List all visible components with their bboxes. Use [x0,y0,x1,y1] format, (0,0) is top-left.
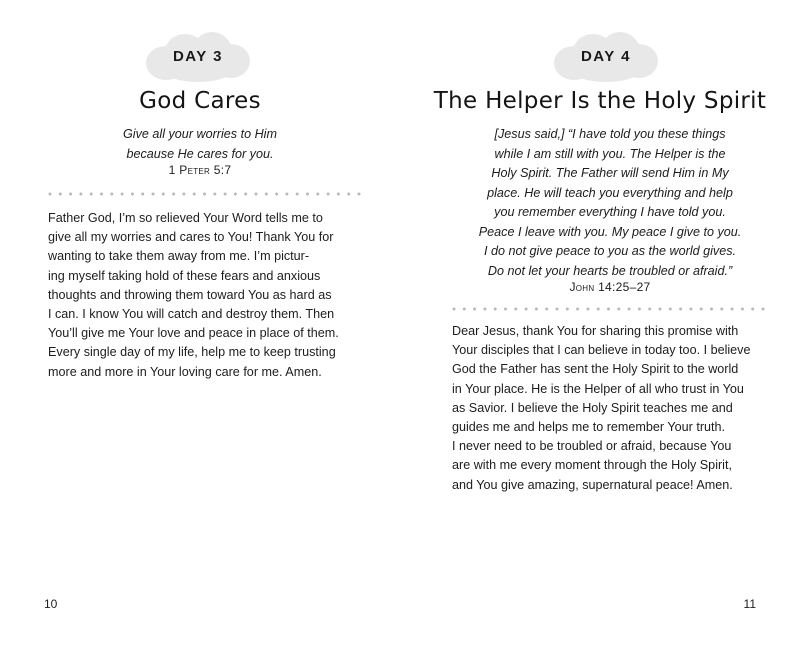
prayer-line: guides me and helps me to remember Your truth. [452,420,726,435]
scripture-reference [440,280,780,294]
scripture-verse [440,125,780,281]
reference-text: John 14:25–27 [569,280,651,294]
prayer-line: Every single day of my life, help me to keep trusting [48,345,336,360]
prayer-line: I can. I know You will catch and destroy them. Then [48,307,335,322]
verse-line: because He cares for you. [126,146,274,161]
page-number: 11 [743,597,756,611]
prayer-text [452,322,750,495]
prayer-line: give all my worries and cares to You! Thank You for [48,230,334,245]
day-badge-cloud [142,28,254,86]
reference-text: 1 Peter 5:7 [168,163,232,177]
verse-line: [Jesus said,] “I have told you these things [494,127,726,141]
devotion-title: God Cares [139,88,261,114]
verse-line: while I am still with you. The Helper is the [494,146,726,161]
prayer-line: ing myself taking hold of these fears and anxious [48,268,321,283]
day-label: DAY 4 [580,48,632,65]
prayer-line: in Your place. He is the Helper of all who trust in You [452,381,744,396]
devotion-title: The Helper Is the Holy Spirit [433,88,767,114]
prayer-line: as Savior. I believe the Holy Spirit teaches me and [452,400,733,415]
prayer-line: thoughts and throwing them toward You as hard as [48,287,332,302]
verse-line: Do not let your hearts be troubled or afraid.” [487,263,733,278]
prayer-line: Your disciples that I can believe in today too. I believe [452,343,751,358]
verse-line: you remember everything I have told you. [494,205,726,219]
dotted-divider [452,306,774,312]
scripture-verse [40,125,360,164]
scripture-reference [40,163,360,177]
dotted-divider [48,191,370,197]
verse-line: Peace I leave with you. My peace I give to you. [478,224,742,239]
verse-line: place. He will teach you everything and help [487,185,733,200]
prayer-text [48,209,339,382]
prayer-line: more and more in Your loving care for me. Amen. [48,364,322,379]
prayer-line: are with me every moment through the Holy Spirit, [452,458,732,473]
verse-line: Give all your worries to Him [123,127,277,141]
prayer-line: God the Father has sent the Holy Spirit to the world [452,362,739,377]
prayer-line: wanting to take them away from me. I’m pictur- [48,249,310,264]
right-page [400,0,800,645]
divider-dots [452,306,774,312]
day-label: DAY 3 [172,48,224,65]
verse-line: Holy Spirit. The Father will send Him in My [491,166,729,180]
prayer-line: Father God, I’m so relieved Your Word tells me to [48,211,323,225]
prayer-line: and You give amazing, supernatural peace! Amen. [452,477,733,492]
prayer-line: I never need to be troubled or afraid, because You [452,439,732,454]
prayer-line: Dear Jesus, thank You for sharing this promise with [452,324,739,338]
prayer-line: You’ll give me Your love and peace in place of them. [48,326,339,341]
day-badge-cloud [550,28,662,86]
divider-dots [48,191,370,197]
verse-line: I do not give peace to you as the world gives. [483,244,737,258]
page-number: 10 [44,597,58,611]
